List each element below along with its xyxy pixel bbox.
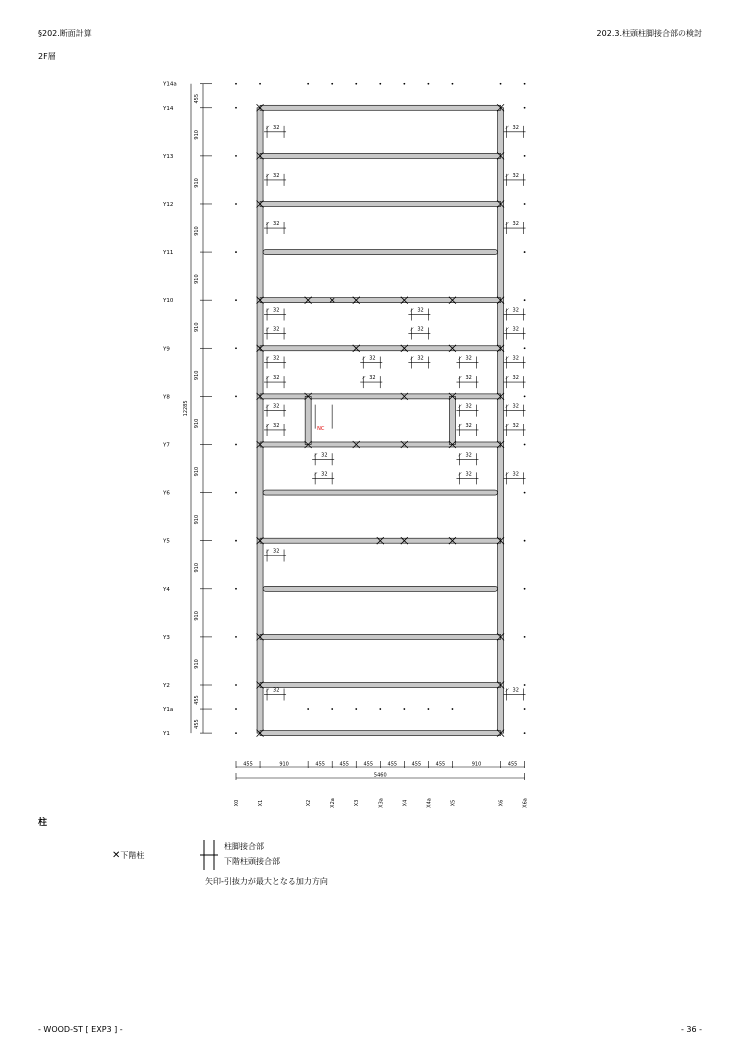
grid-dot: [235, 83, 237, 85]
y-axis-label: Y13: [163, 153, 174, 160]
joint-marker: [456, 423, 478, 436]
joint-symbol-icon: [200, 840, 220, 870]
y-span-label: 910: [194, 178, 200, 188]
joint-marker: [504, 307, 526, 320]
joint-arrow: [506, 327, 509, 330]
joint-value: 32: [512, 124, 519, 131]
joint-value: 32: [512, 375, 519, 382]
joint-arrow: [266, 126, 269, 129]
x-total-label: 5460: [373, 772, 387, 779]
joint-marker: [360, 356, 382, 369]
joint-marker: [408, 356, 430, 369]
joint-arrow: [266, 308, 269, 311]
joint-value: 32: [512, 471, 519, 478]
joint-value: 32: [273, 326, 280, 333]
beam-y12: [260, 201, 500, 206]
joint-arrow: [506, 174, 509, 177]
grid-dot: [403, 83, 405, 85]
grid-dot: [524, 299, 526, 301]
grid-dot: [524, 155, 526, 157]
y-span-label: 910: [194, 370, 200, 381]
x-span-label: 455: [435, 761, 446, 768]
grid-dot: [235, 203, 237, 205]
joint-value: 32: [465, 375, 472, 382]
x-axis-label: X4: [402, 799, 409, 807]
joint-arrow: [266, 327, 269, 330]
grid-dot: [331, 83, 333, 85]
joint-value: 32: [273, 687, 280, 694]
joint-arrow: [266, 357, 269, 360]
y-axis-label: Y1a: [163, 707, 174, 714]
joint-marker: [504, 326, 526, 339]
beam-y11: [263, 250, 497, 255]
joint-value: 32: [273, 172, 280, 179]
joint-arrow: [506, 689, 509, 692]
joint-arrow: [506, 222, 509, 225]
joint-value: 32: [273, 422, 280, 429]
beam-y8: [260, 394, 500, 399]
y-axis-label: Y14: [163, 105, 174, 112]
joint-arrow: [506, 126, 509, 129]
y-axis-label: Y8: [163, 394, 170, 401]
joint-marker: [264, 688, 286, 701]
grid-dot: [259, 83, 261, 85]
legend-head-joint: 下階柱頭接合部: [224, 857, 280, 866]
x-span-label: 455: [387, 761, 398, 768]
y-span-label: 910: [194, 466, 200, 477]
joint-value: 32: [465, 355, 472, 362]
joint-marker: [504, 125, 526, 138]
y-axis-label: Y12: [163, 201, 174, 208]
joint-value: 32: [512, 221, 519, 228]
y-span-label: 910: [194, 274, 200, 284]
joint-arrow: [458, 472, 461, 475]
joint-arrow: [266, 376, 269, 379]
grid-dot: [524, 540, 526, 542]
joint-value: 32: [512, 355, 519, 362]
joint-marker: [264, 356, 286, 369]
beam-y6: [263, 490, 497, 495]
x-span-label: 455: [411, 761, 422, 768]
joint-marker: [264, 375, 286, 388]
joint-value: 32: [369, 375, 376, 382]
joint-arrow: [266, 424, 269, 427]
joint-value: 32: [512, 687, 519, 694]
grid-dot: [235, 107, 237, 109]
y-axis-label: Y7: [163, 442, 170, 449]
grid-dot: [524, 732, 526, 734]
joint-value: 32: [465, 403, 472, 410]
joint-marker: [264, 221, 286, 234]
y-span-label: 910: [194, 130, 200, 140]
joint-marker: [264, 404, 286, 417]
joint-marker: [456, 471, 478, 484]
joint-marker: [456, 452, 478, 465]
joint-value: 32: [369, 355, 376, 362]
joint-marker: [312, 452, 334, 465]
joint-value: 32: [512, 403, 519, 410]
joint-arrow: [314, 472, 317, 475]
joint-marker: [504, 471, 526, 484]
y-axis-label: Y9: [163, 346, 170, 353]
joint-arrow: [266, 174, 269, 177]
joint-marker: [504, 423, 526, 436]
joint-marker: [264, 326, 286, 339]
x-axis-label: X5: [450, 799, 457, 807]
x-axis-label: X1: [258, 799, 265, 807]
grid-dot: [235, 588, 237, 590]
y-span-label: 910: [194, 562, 200, 573]
nc-marker: [315, 405, 332, 432]
joint-arrow: [506, 472, 509, 475]
joint-arrow: [506, 357, 509, 360]
beam-y4: [263, 586, 497, 591]
beam-y3: [260, 634, 500, 639]
legend-lower-column: [112, 850, 144, 861]
y-axis-label: Y10: [163, 298, 174, 305]
wall-x5: [449, 396, 455, 444]
joint-marker: [360, 375, 382, 388]
grid-dot: [452, 708, 454, 710]
y-axis-label: Y11: [163, 250, 174, 257]
joint-marker: [312, 471, 334, 484]
joint-marker: [408, 326, 430, 339]
joint-value: 32: [321, 471, 328, 478]
beam-y10: [260, 298, 500, 303]
x-axis-label: X6: [498, 799, 505, 807]
header-right: 202.3.柱頭柱脚接合部の検討: [596, 29, 702, 38]
y-span-label: 455: [194, 695, 200, 705]
joint-marker: [504, 375, 526, 388]
joint-value: 32: [273, 124, 280, 131]
grid-dot: [355, 83, 357, 85]
joint-marker: [408, 307, 430, 320]
joint-arrow: [266, 689, 269, 692]
legend-base-joint: 柱脚接合部: [224, 842, 264, 851]
joint-marker: [264, 173, 286, 186]
grid-dot: [235, 444, 237, 446]
joint-value: 32: [417, 307, 424, 314]
grid-dot: [235, 299, 237, 301]
y-span-label: 910: [194, 418, 200, 429]
joint-arrow: [458, 376, 461, 379]
beam-y14: [260, 105, 500, 110]
joint-arrow: [314, 453, 317, 456]
x-axis-label: X2a: [330, 798, 337, 808]
grid-dot: [379, 83, 381, 85]
joint-arrow: [410, 357, 413, 360]
grid-dot: [524, 444, 526, 446]
joint-marker: [264, 548, 286, 561]
x-axis-label: X2: [306, 799, 313, 807]
grid-dot: [379, 708, 381, 710]
joint-value: 32: [512, 422, 519, 429]
y-axis-label: Y2: [163, 683, 170, 689]
y-span-label: 910: [194, 322, 200, 333]
beam-y7: [260, 442, 500, 447]
x-axis-label: X6a: [522, 798, 529, 808]
x-span-label: 455: [315, 761, 325, 768]
joint-arrow: [410, 308, 413, 311]
joint-marker: [264, 307, 286, 320]
footer-right: - 36 -: [680, 1025, 702, 1034]
grid-dot: [524, 347, 526, 349]
joint-arrow: [458, 405, 461, 408]
joint-value: 32: [465, 471, 472, 478]
grid-dot: [524, 588, 526, 590]
joint-value: 32: [273, 548, 280, 555]
wall-x2: [305, 396, 311, 444]
joint-arrow: [506, 424, 509, 427]
joint-arrow: [362, 376, 365, 379]
joint-arrow: [458, 424, 461, 427]
beam-y1: [260, 731, 500, 736]
joint-arrow: [506, 308, 509, 311]
joint-value: 32: [273, 403, 280, 410]
beam-y13: [260, 153, 500, 158]
beam-y9: [260, 346, 500, 351]
joint-arrow: [506, 376, 509, 379]
joint-marker: [456, 404, 478, 417]
grid-dot: [403, 708, 405, 710]
nc-label: NC: [317, 425, 325, 432]
grid-dot: [524, 636, 526, 638]
joint-arrow: [266, 405, 269, 408]
y-axis-label: Y3: [163, 634, 170, 641]
joint-marker: [504, 356, 526, 369]
joint-value: 32: [465, 422, 472, 429]
header-left: §202.断面計算: [38, 29, 92, 38]
y-span-label: 910: [194, 226, 200, 236]
legend-section-label: 柱: [38, 818, 48, 828]
grid-dot: [235, 540, 237, 542]
joint-marker: [504, 173, 526, 186]
beam-y2: [260, 683, 500, 688]
joint-arrow: [362, 357, 365, 360]
grid-dot: [235, 708, 237, 710]
joint-value: 32: [321, 452, 328, 459]
grid-dot: [427, 83, 429, 85]
legend-arrow-note: 矢印-引抜力が最大となる加力方向: [205, 877, 328, 886]
grid-dot: [235, 492, 237, 494]
grid-dot: [235, 636, 237, 638]
joint-value: 32: [417, 355, 424, 362]
grid-dot: [235, 347, 237, 349]
grid-dot: [235, 251, 237, 253]
joint-marker: [264, 125, 286, 138]
grid-dot: [524, 107, 526, 109]
joint-marker: [504, 221, 526, 234]
grid-dot: [235, 395, 237, 397]
grid-dot: [524, 203, 526, 205]
joint-value: 32: [512, 326, 519, 333]
joint-arrow: [458, 453, 461, 456]
grid-dot: [524, 492, 526, 494]
y-axis-label: Y1: [163, 731, 170, 738]
x-span-label: 455: [507, 761, 518, 768]
grid-dot: [235, 155, 237, 157]
joint-value: 32: [512, 307, 519, 314]
y-total-label: 12285: [183, 400, 189, 417]
joint-arrow: [458, 357, 461, 360]
joint-value: 32: [465, 452, 472, 459]
x-axis-label: X3: [354, 799, 361, 807]
joint-arrow: [266, 549, 269, 552]
joint-marker: [264, 423, 286, 436]
grid-dot: [307, 708, 309, 710]
grid-dot: [427, 708, 429, 710]
y-axis-label: Y4: [163, 586, 170, 593]
grid-dot: [524, 708, 526, 710]
footer-left: - WOOD-ST [ EXP3 ] -: [38, 1025, 123, 1034]
grid-dot: [524, 684, 526, 686]
joint-marker: [456, 356, 478, 369]
joint-value: 32: [273, 221, 280, 228]
legend-lower-column-label: 下階柱: [120, 851, 145, 860]
x-axis-label: X3a: [378, 798, 385, 808]
x-span-label: 455: [339, 761, 349, 768]
y-span-label: 910: [194, 659, 200, 669]
joint-marker: [504, 688, 526, 701]
cross-icon: ✕: [112, 850, 121, 861]
joint-marker: [504, 404, 526, 417]
x-axis-label: X0: [234, 799, 240, 807]
joint-value: 32: [273, 375, 280, 382]
y-span-label: 910: [194, 514, 200, 525]
x-axis-label: X4a: [426, 798, 433, 808]
grid-dot: [524, 395, 526, 397]
grid-dot: [500, 83, 502, 85]
grid-dot: [524, 83, 526, 85]
grid-dot: [355, 708, 357, 710]
joint-value: 32: [273, 307, 280, 314]
joint-value: 32: [273, 355, 280, 362]
joint-value: 32: [512, 172, 519, 179]
joint-arrow: [266, 222, 269, 225]
y-span-label: 455: [194, 93, 200, 104]
joint-arrow: [506, 405, 509, 408]
x-span-label: 455: [363, 761, 374, 768]
y-span-label: 455: [194, 719, 200, 729]
grid-dot: [452, 83, 454, 85]
y-axis-label: Y5: [163, 538, 170, 545]
joint-value: 32: [417, 326, 424, 333]
floor-label: 2F層: [38, 52, 56, 61]
grid-dot: [331, 708, 333, 710]
joint-marker: [456, 375, 478, 388]
x-span-label: 455: [243, 761, 253, 768]
grid-dot: [235, 732, 237, 734]
x-span-label: 910: [471, 761, 482, 768]
y-span-label: 910: [194, 611, 200, 621]
x-span-label: 910: [279, 761, 289, 768]
grid-dot: [307, 83, 309, 85]
y-axis-label: Y6: [163, 490, 170, 497]
grid-dot: [524, 251, 526, 253]
grid-dot: [235, 684, 237, 686]
joint-arrow: [410, 327, 413, 330]
y-axis-label: Y14a: [163, 81, 177, 88]
